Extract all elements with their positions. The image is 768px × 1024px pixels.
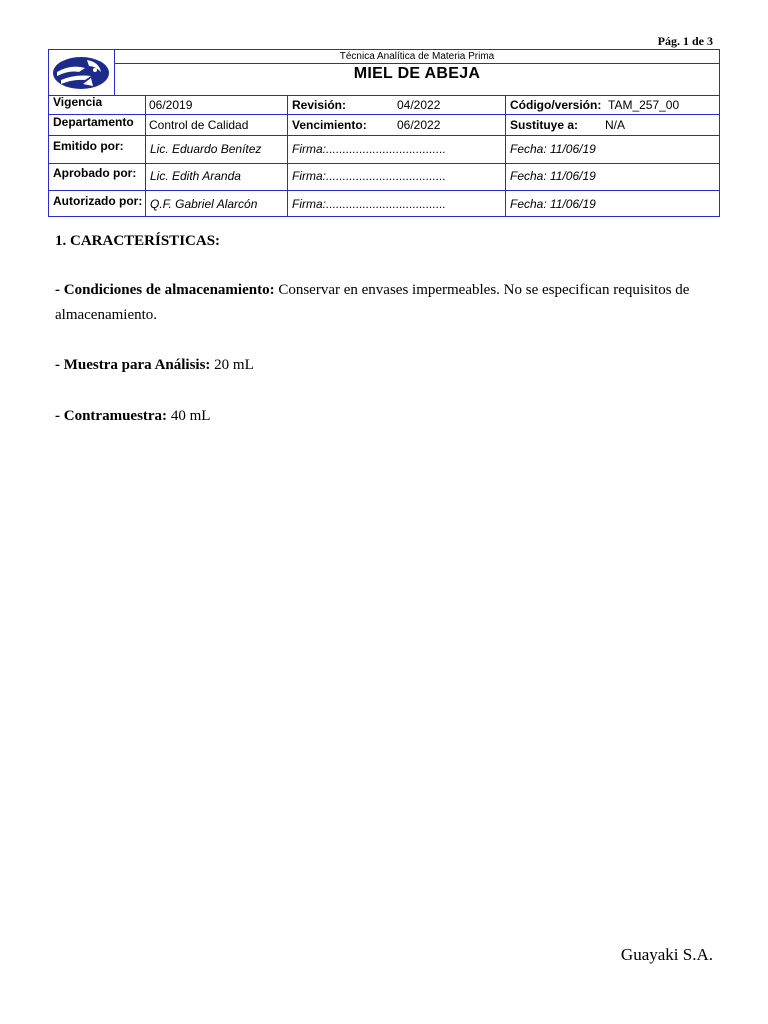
sustituye-value: N/A [605,118,626,132]
vencimiento-value: 06/2022 [397,118,441,132]
emitido-firma: Firma:.................................... [292,142,447,156]
page-number: Pág. 1 de 3 [657,34,713,48]
logo-box [49,50,115,96]
vigencia-label: Vigencia [53,95,103,109]
document-header [48,49,720,217]
codigo-label: Código/versión: [510,98,602,112]
list-item [55,353,720,378]
row-vigencia [49,95,719,114]
row-departamento [49,114,719,135]
storage-label: - Condiciones de almacenamiento: [55,282,275,298]
codigo-value: TAM_257_00 [608,98,680,112]
vigencia-value: 06/2019 [149,98,193,112]
autorizado-fecha: Fecha: 11/06/19 [510,197,596,211]
revision-value: 04/2022 [397,98,441,112]
section-title [55,229,720,254]
departamento-value: Control de Calidad [149,118,249,132]
aprobado-value: Lic. Edith Aranda [150,169,241,183]
row-aprobado [49,163,719,191]
sample-text: 20 mL [210,357,254,373]
emitido-fecha: Fecha: 11/06/19 [510,142,596,156]
aprobado-label: Aprobado por: [53,166,137,180]
emitido-value: Lic. Eduardo Benítez [150,142,262,156]
autorizado-firma: Firma:.................................... [292,197,447,211]
list-item [55,404,720,429]
list-item [55,278,720,328]
emitido-label: Emitido por: [53,139,124,153]
document-title: MIEL DE ABEJA [353,65,481,82]
revision-label: Revisión: [292,98,347,112]
row-autorizado [49,190,719,217]
aprobado-fecha: Fecha: 11/06/19 [510,169,596,183]
autorizado-label: Autorizado por: [53,194,143,208]
autorizado-value: Q.F. Gabriel Alarcón [150,197,258,211]
departamento-label: Departamento [53,115,134,129]
company-name: Guayaki S.A. [620,945,713,964]
sustituye-label: Sustituye a: [510,118,579,132]
row-emitido [49,135,719,163]
storage-text: Conservar en envases impermeables. No se especifican requisitos de almacenamiento. [55,282,690,323]
aprobado-firma: Firma:.................................... [292,169,447,183]
vencimiento-label: Vencimiento: [292,118,367,132]
countersample-label: - Contramuestra: [55,408,168,424]
bird-emblem-icon [51,54,111,92]
sample-label: - Muestra para Análisis: [55,357,211,373]
countersample-text: 40 mL [167,408,211,424]
section-heading: 1. CARACTERÍSTICAS: [55,233,221,249]
document-subtitle: Técnica Analítica de Materia Prima [115,50,719,64]
